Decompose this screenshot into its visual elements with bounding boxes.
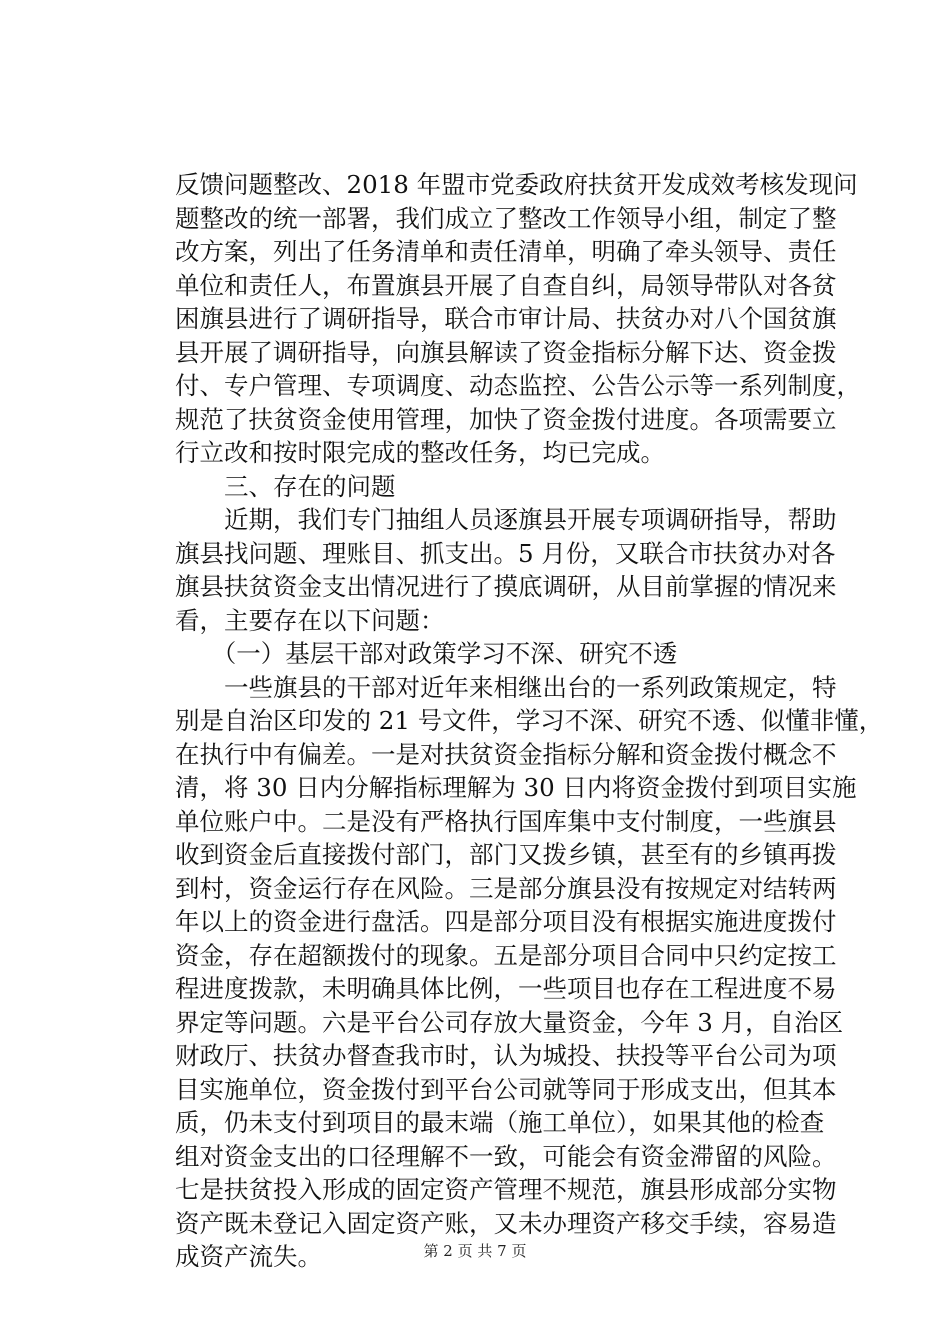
text-line: 近期，我们专门抽组人员逐旗县开展专项调研指导，帮助 [175,505,837,534]
text-line: 单位和责任人，布置旗县开展了自查自纠，局领导带队对各贫 [175,270,837,300]
text-line: 七是扶贫投入形成的固定资产管理不规范，旗县形成部分实物 [175,1175,837,1204]
text-line: 题整改的统一部署，我们成立了整改工作领导小组，制定了整 [175,203,837,233]
text-line: 资金，存在超额拨付的现象。五是部分项目合同中只约定按工 [175,940,837,970]
text-line: 规范了扶贫资金使用管理，加快了资金拨付进度。各项需要立 [175,404,837,434]
text-line: 资产既未登记入固定资产账，又未办理资产移交手续，容易造 [175,1208,837,1238]
text-line: 收到资金后直接拨付部门，部门又拨乡镇，甚至有的乡镇再拨 [175,840,837,869]
text-line: 改方案，列出了任务清单和责任清单，明确了牵头领导、责任 [175,237,837,266]
text-line: 旗县扶贫资金支出情况进行了摸底调研，从目前掌握的情况来 [175,572,837,601]
text-line: 一些旗县的干部对近年来相继出台的一系列政策规定，特 [175,672,837,702]
text-line: 反馈问题整改、2018 年盟市党委政府扶贫开发成效考核发现问 [175,170,858,199]
text-line: 单位账户中。二是没有严格执行国库集中支付制度，一些旗县 [175,806,837,836]
text-line: 付、专户管理、专项调度、动态监控、公告公示等一系列制度， [175,371,861,400]
text-line: 旗县找问题、理账目、抓支出。5 月份，又联合市扶贫办对各 [175,538,836,568]
text-line: 界定等问题。六是平台公司存放大量资金，今年 3 月，自治区 [175,1007,844,1037]
page-footer: 第 2 页 共 7 页 [423,1242,527,1260]
text-line: 在执行中有偏差。一是对扶贫资金指标分解和资金拨付概念不 [175,739,837,769]
text-line: 县开展了调研指导，向旗县解读了资金指标分解下达、资金拨 [175,337,837,367]
text-line: 质，仍未支付到项目的最末端（施工单位），如果其他的检查 [175,1108,825,1137]
text-line: 困旗县进行了调研指导，联合市审计局、扶贫办对八个国贫旗 [175,304,837,333]
text-line: 组对资金支出的口径理解不一致，可能会有资金滞留的风险。 [175,1141,837,1171]
text-line: 看，主要存在以下问题： [175,605,445,635]
text-line: 清，将 30 日内分解指标理解为 30 日内将资金拨付到项目实施 [175,773,857,802]
text-line: （一）基层干部对政策学习不深、研究不透 [175,639,678,668]
text-line: 程进度拨款，未明确具体比例，一些项目也存在工程进度不易 [175,974,837,1003]
text-line: 行立改和按时限完成的整改任务，均已完成。 [175,438,665,467]
text-line: 三、存在的问题 [175,471,396,501]
text-line: 年以上的资金进行盘活。四是部分项目没有根据实施进度拨付 [175,907,837,936]
text-line: 目实施单位，资金拨付到平台公司就等同于形成支出，但其本 [175,1074,837,1104]
text-line: 到村，资金运行存在风险。三是部分旗县没有按规定对结转两 [175,873,837,903]
text-line: 财政厅、扶贫办督查我市时，认为城投、扶投等平台公司为项 [175,1041,837,1070]
text-line: 成资产流失。 [175,1242,322,1271]
text-line: 别是自治区印发的 21 号文件，学习不深、研究不透、似懂非懂， [175,706,884,735]
